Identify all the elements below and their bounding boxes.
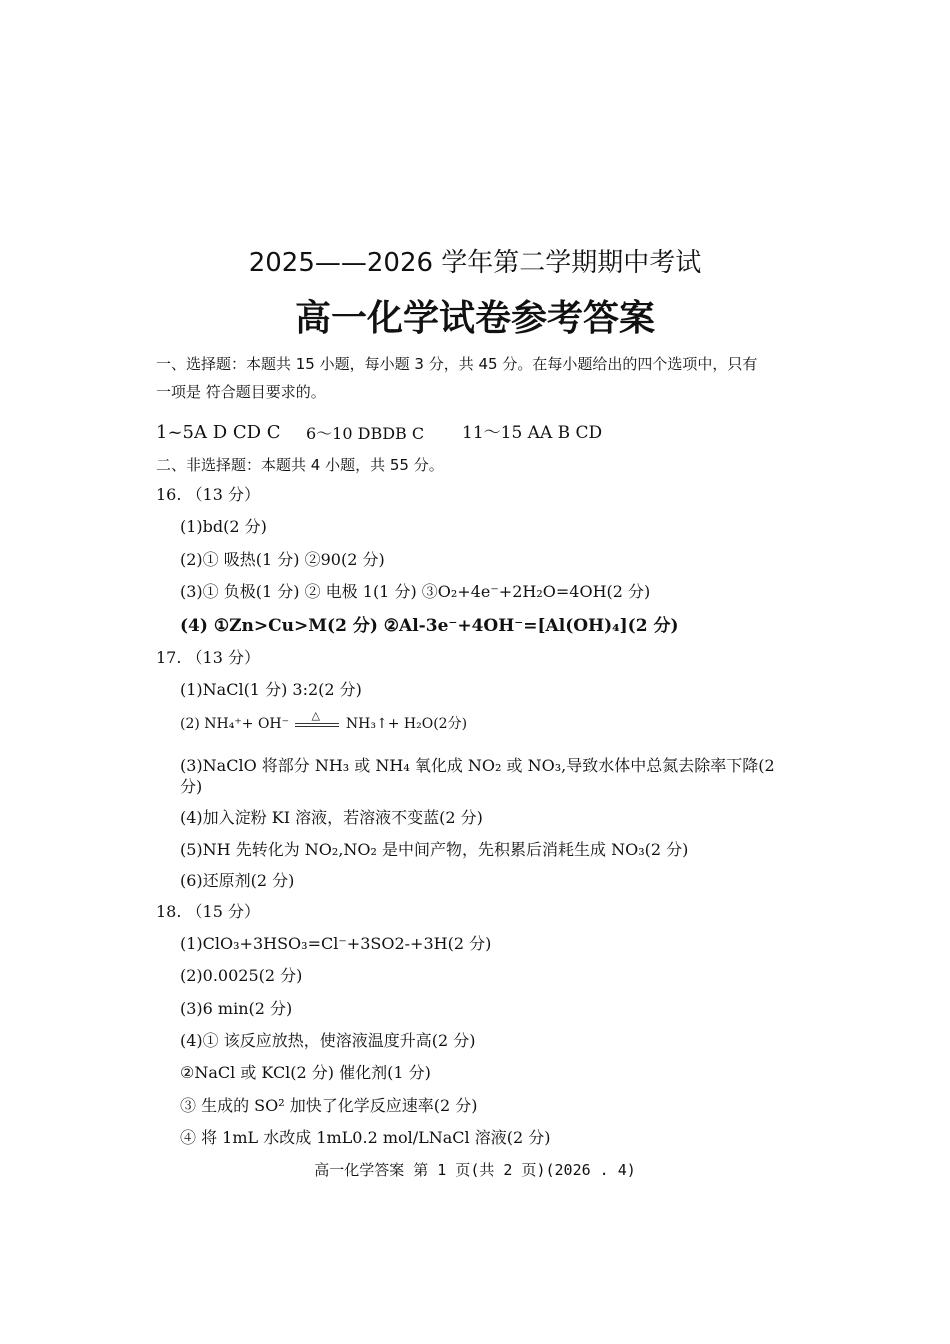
q18-answer-4-2: ②NaCl 或 KCl(2 分) 催化剂(1 分) (180, 1063, 431, 1082)
q17-answer-4: (4)加入淀粉 KI 溶液，若溶液不变蓝(2 分) (180, 808, 483, 827)
exam-title: 2025——2026 学年第二学期期中考试 (248, 248, 702, 278)
equation-line-bottom (295, 726, 339, 727)
q18-heading: 18. （15 分） (156, 902, 260, 921)
q17-answer-6: (6)还原剂(2 分) (180, 871, 295, 890)
equation-line-top (295, 723, 339, 724)
equation-prefix: (2) (180, 716, 200, 732)
choice-answers-1-5: 1~5A D CD C (156, 422, 281, 443)
q18-answer-1: (1)ClO₃+3HSO₃=Cl⁻+3SO2-+3H(2 分) (180, 934, 492, 953)
q16-answer-4: (4) ①Zn>Cu>M(2 分) ②Al-3e⁻+4OH⁻=[Al(OH)₄](2 分) (180, 616, 679, 636)
heat-triangle-icon: △ (311, 709, 320, 722)
q18-answer-4-4: ④ 将 1mL 水改成 1mL0.2 mol/LNaCl 溶液(2 分) (180, 1128, 551, 1147)
page-footer: 高一化学答案 第 1 页(共 2 页)(2026 . 4) (314, 1161, 636, 1179)
q17-answer-3-line1: (3)NaClO 将部分 NH₃ 或 NH₄ 氧化成 NO₂ 或 NO₃,导致水体中总氮去除率下降(2 (180, 756, 775, 775)
equation-reactants: NH₄⁺+ OH⁻ (204, 716, 290, 732)
q17-answer-1: (1)NaCl(1 分) 3:2(2 分) (180, 680, 362, 699)
section2-intro: 二、非选择题：本题共 4 小题，共 55 分。 (156, 456, 444, 474)
section1-intro-line2: 一项是 符合题目要求的。 (156, 383, 326, 401)
equation-products: NH₃↑+ H₂O(2分) (345, 716, 468, 732)
q17-answer-5: (5)NH 先转化为 NO₂,NO₂ 是中间产物，先积累后消耗生成 NO₃(2 分) (180, 840, 689, 859)
choice-answers-6-10: 6～10 DBDB C (306, 424, 425, 443)
q18-answer-2: (2)0.0025(2 分) (180, 966, 303, 985)
section1-intro-line1: 一、选择题：本题共 15 小题，每小题 3 分，共 45 分。在每小题给出的四个选项中，只有 (156, 355, 758, 373)
answer-key-title: 高一化学试卷参考答案 (294, 297, 655, 339)
q17-heading: 17. （13 分） (156, 648, 260, 667)
q18-answer-4-3: ③ 生成的 SO² 加快了化学反应速率(2 分) (180, 1096, 478, 1115)
q17-answer-3-line2: 分) (180, 777, 203, 796)
q16-heading: 16. （13 分） (156, 485, 260, 504)
choice-answers-11-15: 11～15 AA B CD (462, 423, 603, 443)
q16-answer-3: (3)① 负极(1 分) ② 电极 1(1 分) ③O₂+4e⁻+2H₂O=4OH(2 分) (180, 582, 651, 601)
q16-answer-2: (2)① 吸热(1 分) ②90(2 分) (180, 550, 385, 569)
q16-answer-1: (1)bd(2 分) (180, 517, 267, 536)
equation-condition-arrow (293, 709, 341, 734)
q18-answer-4-1: (4)① 该反应放热，使溶液温度升高(2 分) (180, 1031, 476, 1050)
q18-answer-3: (3)6 min(2 分) (180, 999, 293, 1018)
q17-answer-2-equation (180, 709, 468, 734)
